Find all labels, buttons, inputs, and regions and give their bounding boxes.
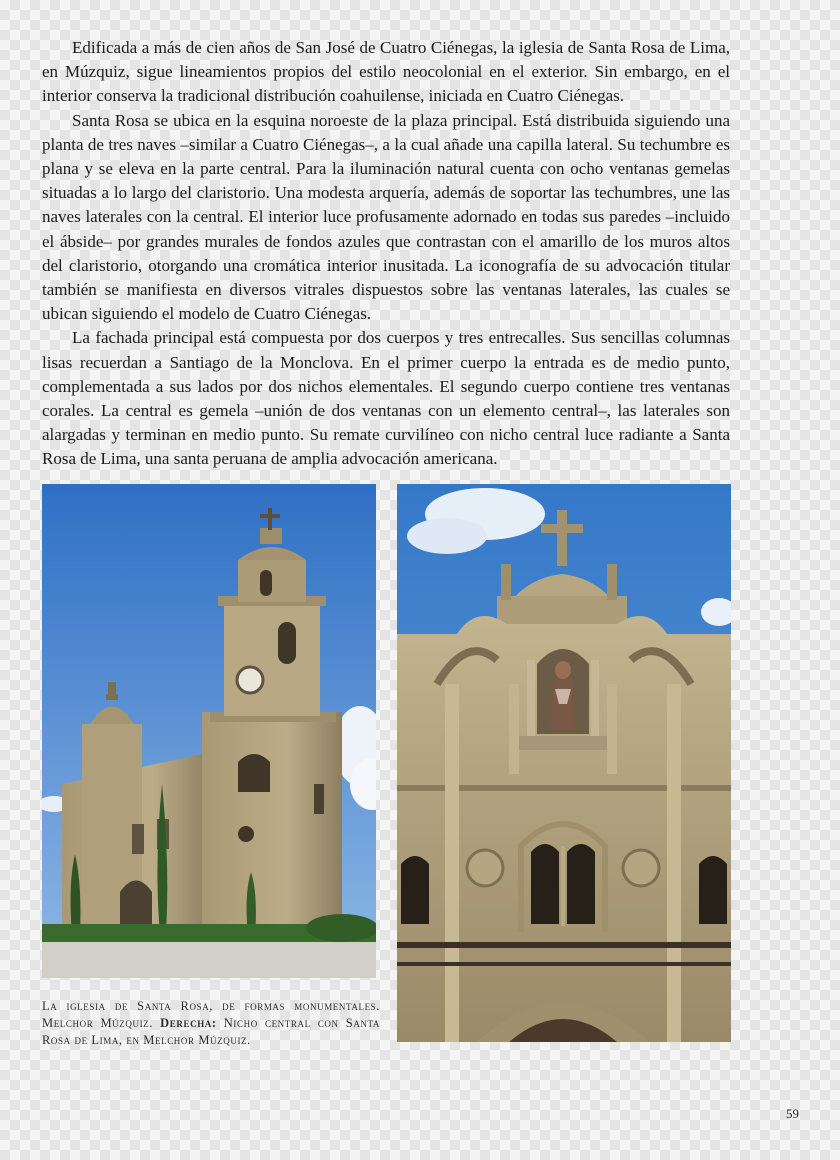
- caption-direction-label: Derecha:: [160, 1015, 217, 1030]
- church-exterior-photo: [42, 484, 376, 978]
- paragraph-2: Santa Rosa se ubica en la esquina noroeste de la plaza principal. Está distribuida siguiendo una planta de tres naves –similar a Cuatro Ciénegas–, a la cual añade una capilla lateral. Su techumbre es plana y se eleva en la parte central. Para la iluminación natural cuenta con ocho ventanas gemelas situadas a lo largo del claristorio. Una modesta arquería, además de soportar las techumbres, une las naves laterales con la central. El interior luce profusamente adornado en todas sus paredes –incluido el ábside– por grandes murales de fondos azules que contrastan con el amarillo de los muros altos del claristorio, otorgando una cromática interior inusitada. La iconografía de su advocación titular también se manifiesta en diversos vitrales dispuestos sobre las ventanas laterales, las cuales se ubican siguiendo el modelo de Cuatro Ciénegas.: [42, 110, 730, 324]
- photo-caption: [42, 998, 380, 1048]
- body-text: [42, 36, 730, 472]
- caption-text-2: Nicho central con Santa Rosa de Lima, en Melchor Múzquiz.: [42, 1015, 381, 1047]
- caption-text-1: La iglesia de Santa Rosa, de formas monumentales. Melchor Múzquiz.: [42, 999, 380, 1030]
- paragraph-1: Edificada a más de cien años de San José de Cuatro Ciénegas, la iglesia de Santa Rosa de Lima, en Múzquiz, sigue lineamientos propios del estilo neocolonial en el exterior. Sin embargo, en el interior conserva la tradicional distribución coahuilense, iniciada en Cuatro Ciénegas.: [42, 38, 730, 106]
- paragraph-3: La fachada principal está compuesta por dos cuerpos y tres entrecalles. Sus sencillas columnas lisas recuerdan a Santiago de la Monclova. En el primer cuerpo la entrada es de medio punto, complementada a sus lados por dos nichos elementales. El segundo cuerpo contiene tres ventanas corales. La central es gemela –unión de dos ventanas con un elemento central–, las laterales son alargadas y terminan en medio punto. Su remate curvilíneo con nicho central luce radiante a Santa Rosa de Lima, una santa peruana de amplia advocación americana.: [42, 328, 730, 469]
- page-number: 59: [786, 1106, 799, 1121]
- facade-niche-photo: [397, 484, 731, 1042]
